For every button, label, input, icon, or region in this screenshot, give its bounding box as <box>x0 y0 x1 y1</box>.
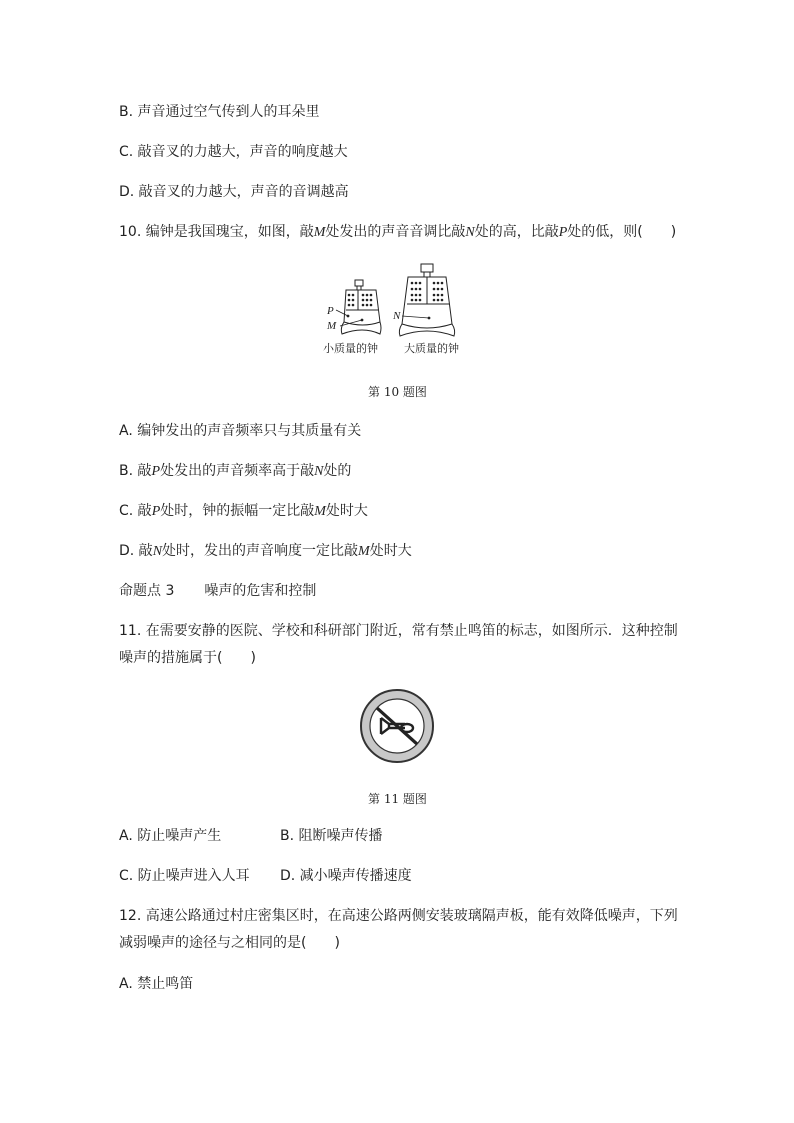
section-title: 噪声的危害和控制 <box>204 583 317 599</box>
q10-stem: 10. 编钟是我国瑰宝，如图，敲M处发出的声音音调比敲N处的高，比敲P处的低，则( ) <box>119 224 677 240</box>
q10-option-b: B. 敲P处发出的声音频率高于敲N处的 <box>119 463 352 479</box>
section-header <box>119 581 316 601</box>
q9-option-b: B. 声音通过空气传到人的耳朵里 <box>119 104 320 120</box>
q10-option-c: C. 敲P处时，钟的振幅一定比敲M处时大 <box>119 503 368 519</box>
q11-caption: 第 11 题图 <box>368 792 427 806</box>
small-bell-studs <box>347 294 373 322</box>
q10-option-d: D. 敲N处时，发出的声音响度一定比敲M处时大 <box>119 543 412 559</box>
label-n: N <box>393 310 401 322</box>
q11-options-row1 <box>119 826 383 846</box>
q11-figure <box>359 688 435 764</box>
label-p: P <box>327 305 334 317</box>
var-n: N <box>465 225 475 240</box>
q12-stem-line2: 减弱噪声的途径与之相同的是( ) <box>119 935 340 951</box>
no-horn-sign-icon <box>359 688 435 764</box>
q9-option-d: D. 敲音叉的力越大，声音的音调越高 <box>119 184 349 200</box>
q9-option-c: C. 敲音叉的力越大，声音的响度越大 <box>119 144 348 160</box>
q12-stem-line1: 12. 高速公路通过村庄密集区时，在高速公路两侧安装玻璃隔声板，能有效降低噪声，下列 <box>119 908 678 924</box>
q11-option-d: D. 减小噪声传播速度 <box>280 868 412 884</box>
label-small-bell: 小质量的钟 <box>323 342 378 355</box>
q11-options-row2 <box>119 866 412 886</box>
q10-figure <box>318 262 478 358</box>
label-m: M <box>327 320 337 332</box>
q11-stem-line2: 噪声的措施属于( ) <box>119 650 256 666</box>
large-bell <box>399 264 454 336</box>
q11-stem-line1: 11. 在需要安静的医院、学校和科研部门附近，常有禁止鸣笛的标志，如图所示．这种控制 <box>119 623 678 639</box>
var-p: P <box>558 225 568 240</box>
q10-caption: 第 10 题图 <box>368 385 427 399</box>
var-m: M <box>313 225 326 240</box>
q11-option-a: A. 防止噪声产生 <box>119 828 222 844</box>
small-bell <box>341 280 381 334</box>
bells-illustration <box>318 262 478 358</box>
q12-option-a: A. 禁止鸣笛 <box>119 976 194 992</box>
section-label: 命题点 3 <box>119 583 175 599</box>
q10-option-a: A. 编钟发出的声音频率只与其质量有关 <box>119 423 362 439</box>
q11-option-c: C. 防止噪声进入人耳 <box>119 868 250 884</box>
q11-option-b: B. 阻断噪声传播 <box>280 828 383 844</box>
label-large-bell: 大质量的钟 <box>404 342 459 355</box>
